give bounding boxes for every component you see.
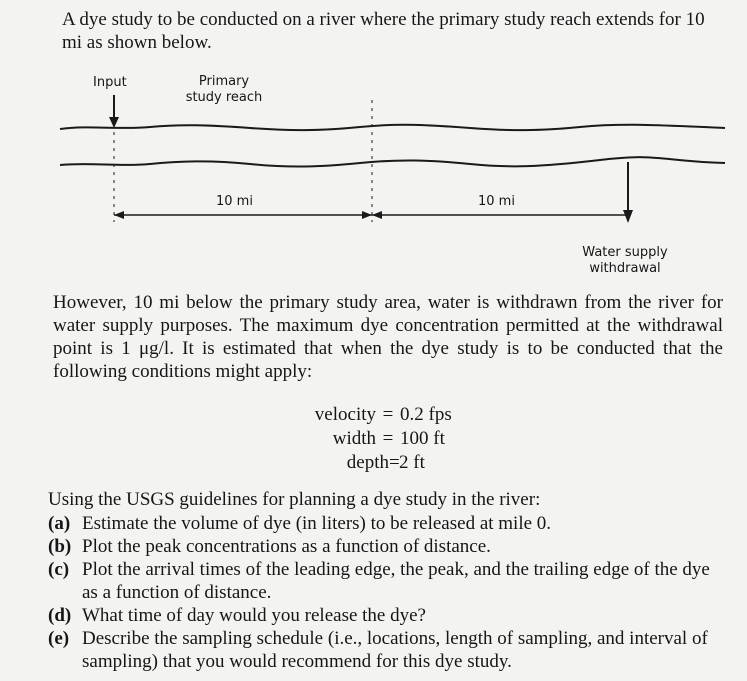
equals-sign: = [389,452,400,473]
river-diagram [0,70,747,285]
condition-value: 2 ft [399,452,425,473]
question-text: What time of day would you release the dye? [82,605,426,626]
dim-arrow-left-1 [114,211,124,219]
withdrawal-label-line1: Water supply [582,245,668,260]
river-upper-bank [60,125,725,130]
equals-sign: = [382,404,394,425]
question-text: Plot the arrival times of the leading edge, the peak, and the trailing edge of the dye as a function of distance. [82,559,710,603]
question-item-d [48,604,728,627]
question-text: Estimate the volume of dye (in liters) to be released at mile 0. [82,513,552,534]
question-list [48,512,728,673]
condition-value: 0.2 fps [400,404,452,425]
problem-intro: A dye study to be conducted on a river where the primary study reach extends for 10 mi as shown below. [62,9,705,53]
question-item-a [48,512,728,535]
withdrawal-arrow-head [623,210,633,223]
guidelines-intro: Using the USGS guidelines for planning a dye study in the river: [48,489,541,510]
input-label: Input [93,75,127,90]
condition-name: depth [346,452,389,473]
primary-label-line1: Primary [198,74,250,89]
primary-reach-label [178,74,270,106]
question-text: Describe the sampling schedule (i.e., locations, length of sampling, and interval of sampling) that you would recommend for this dye study. [82,628,708,672]
distance-label-2: 10 mi [478,194,515,209]
question-text: Plot the peak concentrations as a function of distance. [82,536,491,557]
withdrawal-label [575,245,675,277]
distance-label-1: 10 mi [216,194,253,209]
equals-sign: = [382,428,394,449]
question-item-b [48,535,728,558]
guidelines-section [48,488,728,673]
conditions-block [300,403,500,475]
withdrawal-label-line2: withdrawal [589,261,661,276]
question-marker: (c) [48,559,70,580]
dim-arrow-right-1 [362,211,372,219]
question-marker: (e) [48,628,70,649]
river-lower-bank [60,157,725,166]
question-item-e [48,627,728,673]
input-arrow-head [109,117,119,128]
question-marker: (b) [48,536,72,557]
condition-name: velocity [314,404,376,425]
question-marker: (a) [48,513,71,534]
question-item-c [48,558,728,604]
condition-velocity [300,403,500,427]
condition-value: 100 ft [400,428,445,449]
primary-label-line2: study reach [185,90,263,105]
dim-arrow-left-2 [372,211,382,219]
condition-width [300,427,500,451]
problem-paragraph: However, 10 mi below the primary study area, water is withdrawn from the river for water supply purposes. The maximum dye concentration permitted at the withdrawal point is 1 μg/l. It is estimated that when the dye study is to be conducted that the following conditions might apply: [53,292,723,382]
condition-depth [300,451,500,475]
question-marker: (d) [48,605,72,626]
condition-name: width [332,428,376,449]
